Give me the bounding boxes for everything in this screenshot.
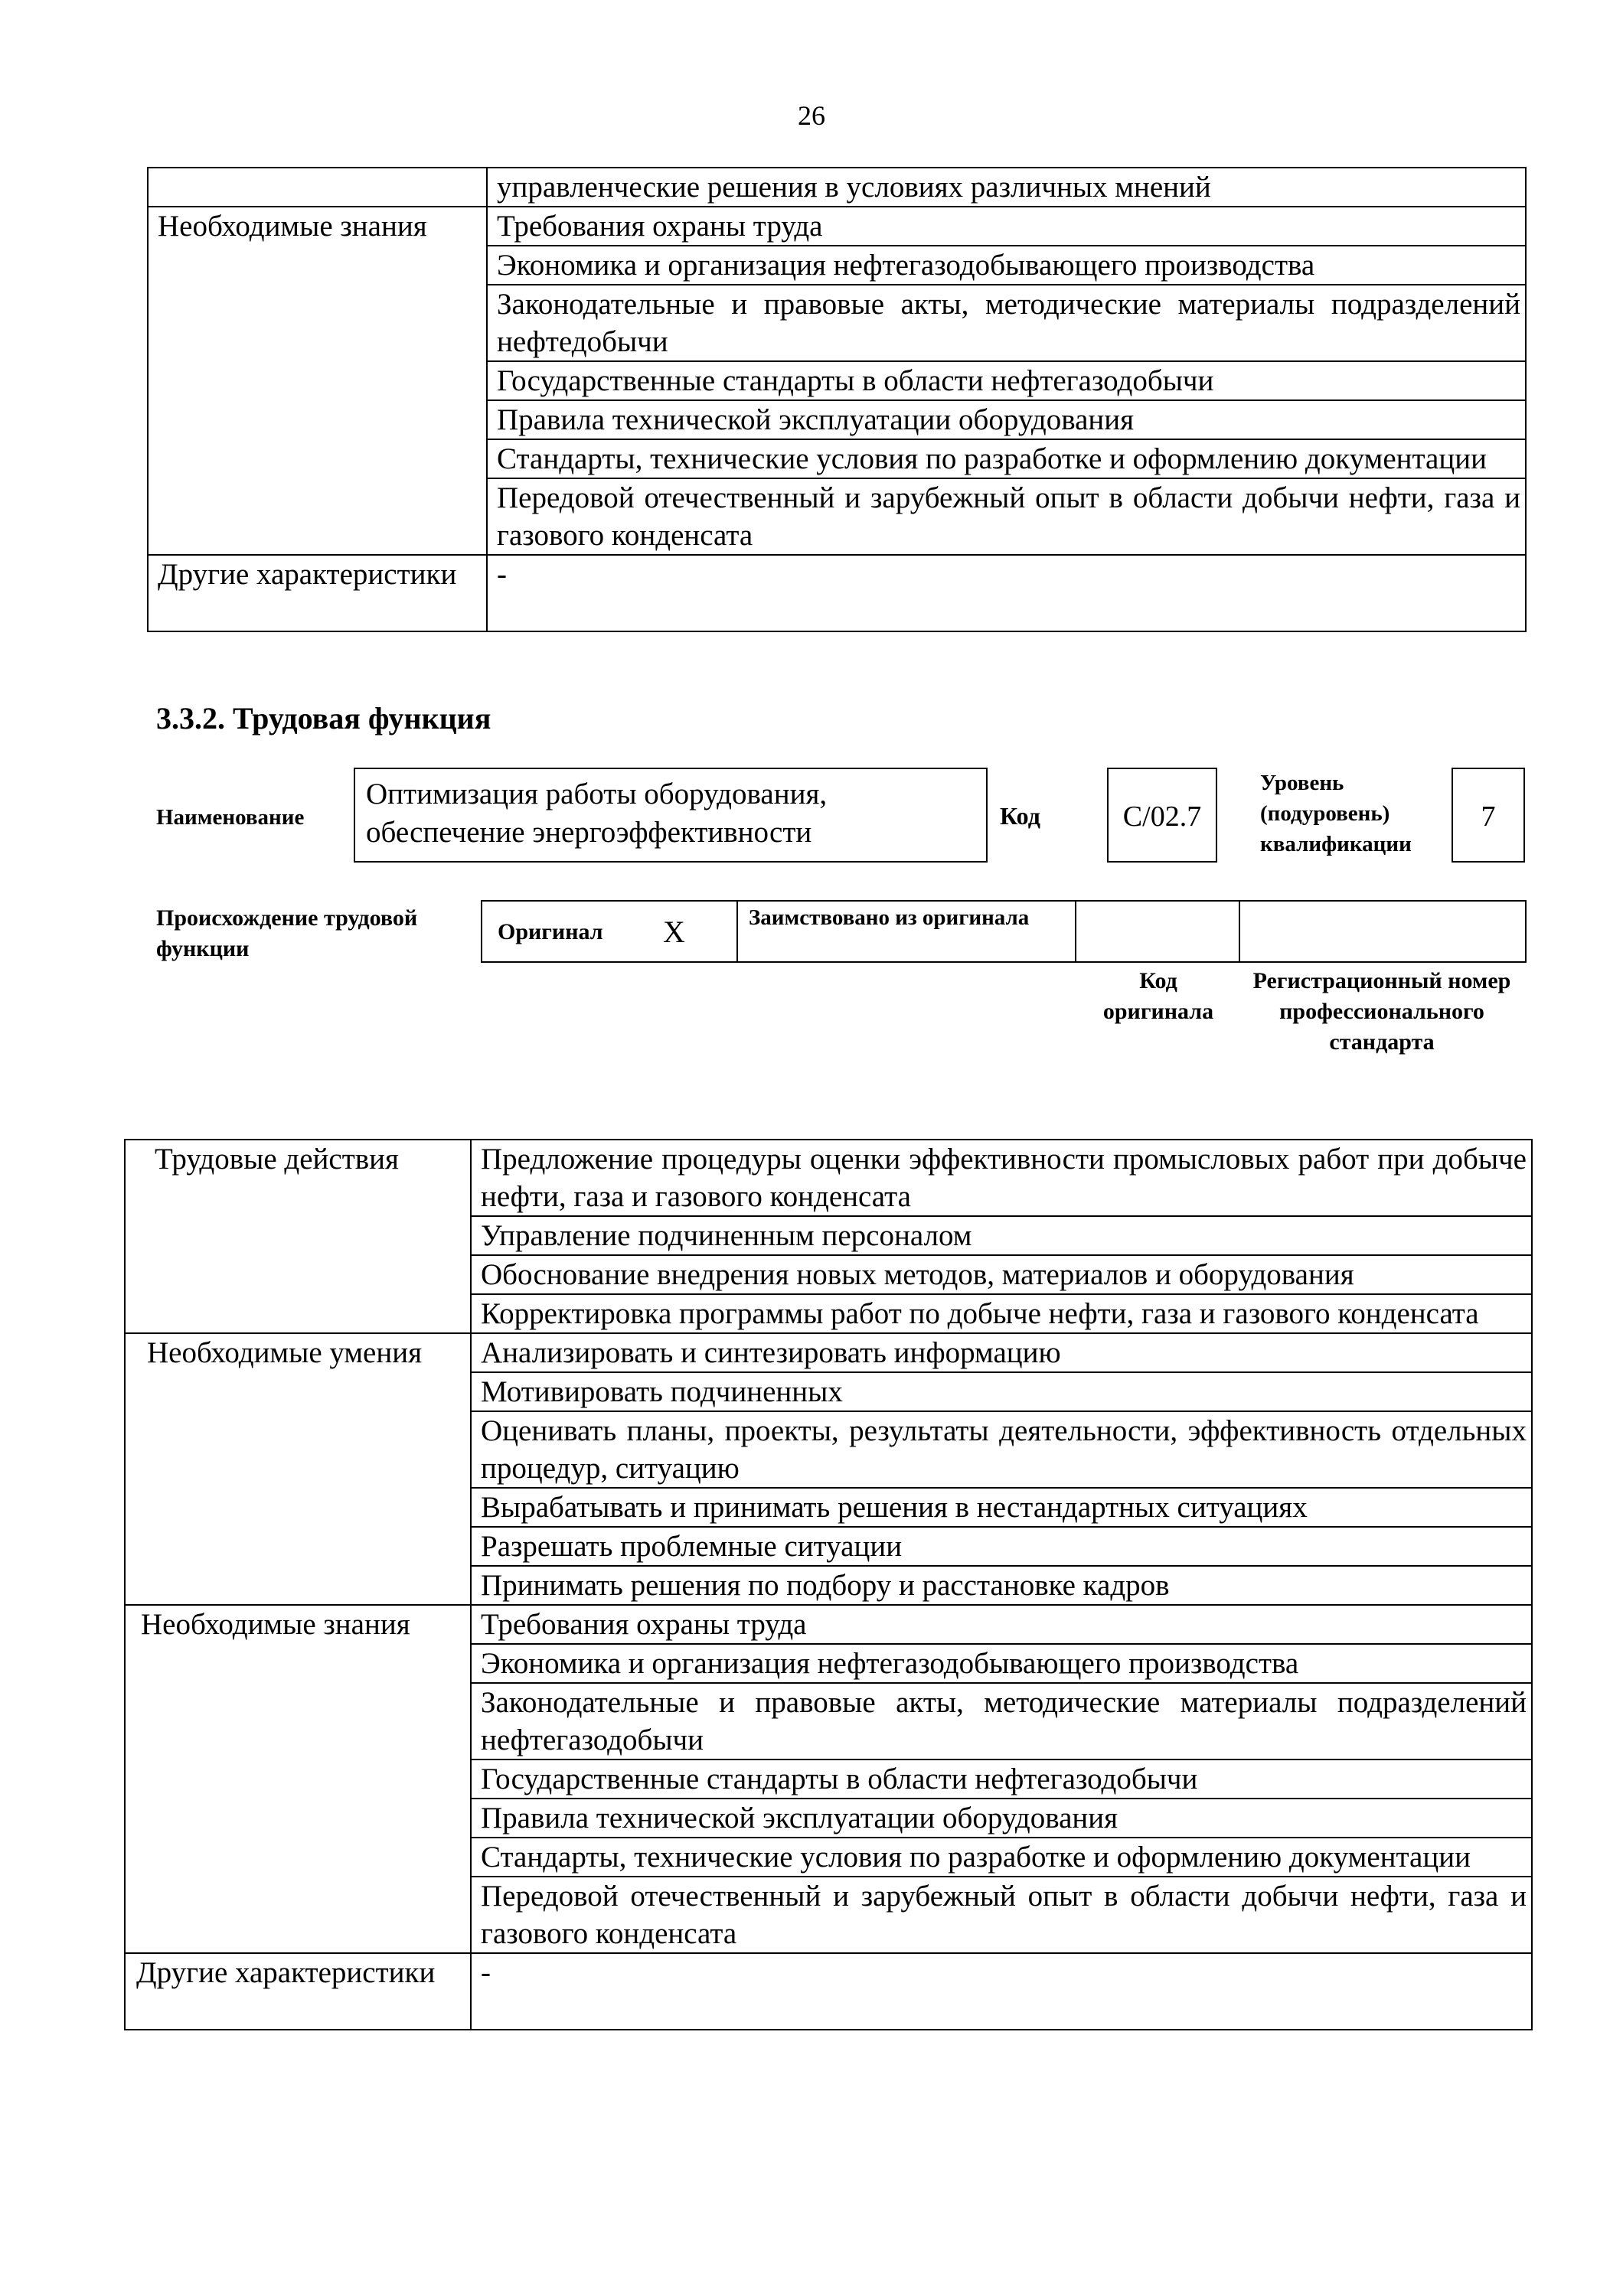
- borrowed-cell: [736, 900, 1076, 963]
- level-box: [1452, 768, 1525, 863]
- row-value: -: [471, 1953, 1532, 2030]
- row-value: Передовой отечественный и зарубежный опыт в области добычи нефти, газа и газового конденсата: [487, 478, 1526, 555]
- knowledge-table-continued: [147, 167, 1527, 632]
- row-value: Корректировка программы работ по добыче нефти, газа и газового конденсата: [471, 1294, 1532, 1333]
- page-number: 26: [798, 100, 825, 131]
- name-label: Наименование: [156, 805, 305, 830]
- table-row: [148, 168, 1526, 207]
- original-label: Оригинал: [498, 919, 603, 944]
- row-value: Государственные стандарты в области нефтегазодобычи: [487, 361, 1526, 400]
- code-original-cell: [1075, 900, 1240, 963]
- row-value: Правила технической эксплуатации оборудования: [487, 400, 1526, 439]
- row-value: управленческие решения в условиях различных мнений: [487, 168, 1526, 207]
- name-box: [354, 768, 988, 863]
- row-value: Управление подчиненным персоналом: [471, 1216, 1532, 1255]
- section-title: 3.3.2. Трудовая функция: [156, 701, 491, 735]
- row-value: Стандарты, технические условия по разработке и оформлению документации: [471, 1838, 1532, 1877]
- group-label: Необходимые умения: [125, 1333, 471, 1605]
- borrowed-label: Заимствовано из оригинала: [749, 905, 1030, 930]
- row-value: Государственные стандарты в области нефтегазодобычи: [471, 1760, 1532, 1799]
- row-value: Экономика и организация нефтегазодобывающего производства: [471, 1644, 1532, 1683]
- origin-label: Происхождение трудовой функции: [156, 905, 418, 961]
- table-row: [125, 1140, 1532, 1216]
- row-value: Разрешать проблемные ситуации: [471, 1527, 1532, 1566]
- reg-number-cell: [1239, 900, 1527, 963]
- original-cell: [481, 900, 738, 963]
- row-label: Другие характеристики: [148, 555, 487, 631]
- group-label: Другие характеристики: [125, 1953, 471, 2030]
- row-label: Необходимые знания: [148, 207, 487, 555]
- row-value: Требования охраны труда: [487, 207, 1526, 246]
- row-value: Вырабатывать и принимать решения в нестандартных ситуациях: [471, 1488, 1532, 1527]
- row-value: Предложение процедуры оценки эффективности промысловых работ при добыче нефти, газа и газового конденсата: [471, 1140, 1532, 1216]
- table-row: [125, 1605, 1532, 1644]
- code-label: Код: [1000, 802, 1040, 830]
- code-value: С/02.7: [1122, 801, 1202, 833]
- group-label: Трудовые действия: [125, 1140, 471, 1333]
- row-value: Оценивать планы, проекты, результаты деятельности, эффективность отдельных процедур, ситуацию: [471, 1411, 1532, 1488]
- code-box: [1107, 768, 1217, 863]
- table-row: [148, 555, 1526, 631]
- reg-number-caption: Регистрационный номер профессионального стандарта: [1252, 968, 1511, 1055]
- row-value: Экономика и организация нефтегазодобывающего производства: [487, 246, 1526, 285]
- function-details-table: [124, 1139, 1533, 2030]
- row-value: Законодательные и правовые акты, методические материалы подразделений нефтедобычи: [487, 285, 1526, 361]
- table-row: [125, 1333, 1532, 1372]
- function-name: Оптимизация работы оборудования, обеспечение энергоэффективности: [366, 778, 828, 849]
- row-value: -: [487, 555, 1526, 631]
- row-value: Обоснование внедрения новых методов, материалов и оборудования: [471, 1255, 1532, 1294]
- row-value: Анализировать и синтезировать информацию: [471, 1333, 1532, 1372]
- row-value: Принимать решения по подбору и расстановке кадров: [471, 1566, 1532, 1605]
- code-original-caption: Код оригинала: [1102, 968, 1214, 1024]
- row-value: Передовой отечественный и зарубежный опыт в области добычи нефти, газа и газового конденсата: [471, 1877, 1532, 1953]
- row-value: Мотивировать подчиненных: [471, 1372, 1532, 1411]
- group-label: Необходимые знания: [125, 1605, 471, 1953]
- table-row: [148, 207, 1526, 246]
- row-value: Стандарты, технические условия по разработке и оформлению документации: [487, 439, 1526, 478]
- table-row: [125, 1953, 1532, 2030]
- row-value: Требования охраны труда: [471, 1605, 1532, 1644]
- level-label: Уровень (подуровень) квалификации: [1260, 771, 1412, 856]
- level-value: 7: [1481, 801, 1496, 833]
- row-value: Правила технической эксплуатации оборудования: [471, 1799, 1532, 1838]
- row-value: Законодательные и правовые акты, методические материалы подразделений нефтегазодобычи: [471, 1683, 1532, 1760]
- row-label: [148, 168, 487, 207]
- original-mark: X: [663, 915, 685, 949]
